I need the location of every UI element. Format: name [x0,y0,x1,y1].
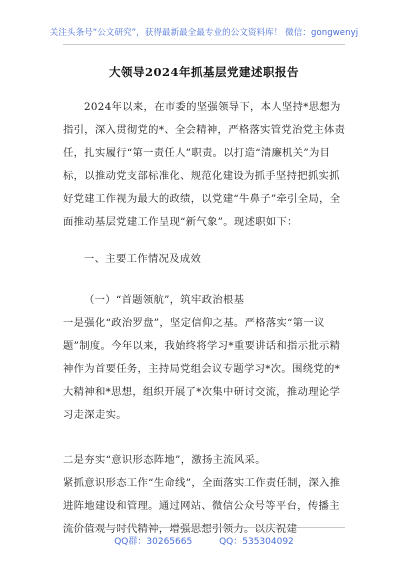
footer-divider [63,527,345,528]
intro-paragraph: 2024年以来，在市委的坚强领导下，本人坚持*思想为指引，深入贯彻党的*、全会精神，严格落实管党治党主体责任，扎实履行“第一责任人”职责。以打造“清廉机关”为目标，以推动党支部标准化、规范化建设为抓手坚持把抓实抓好党建工作视为最大的政绩，以党建“牛鼻子”牵引全局，全面推动基层党建工作呈现“新气象”。现述职如下： [63,101,346,228]
section-heading: 一、主要工作情况及成效 [84,253,202,265]
body-paragraph: 一是强化“政治罗盘”，坚定信仰之基。严格落实“第一议题”制度。今年以来，我始终将学习*重要讲话和指示批示精神作为首要任务，主持局党组会议专题学习*次。围绕党的*大精神和*思想，组织开展了*次集中研讨交流，推动理论学习走深走实。 [63,317,341,421]
footer-qq-group: QQ群：30265665 [114,537,193,547]
footer [0,534,408,547]
document-body [63,96,347,541]
header-divider [63,44,345,45]
point-heading: 二是夯实“意识形态阵地”，激扬主流风采。 [63,454,266,466]
document-title: 大领导2024年抓基层党建述职报告 [108,65,299,79]
subsection-heading: （一）“首题领航”，筑牢政治根基 [84,294,245,306]
footer-qq: QQ：535304092 [219,537,294,547]
body-paragraph: 紧抓意识形态工作“生命线”，全面落实工作责任制，深入推进阵地建设和管理。通过网站、微信公众号等平台，传播主流价值观与时代精神，增强思想引领力。以庆祝建 [63,477,341,535]
header-banner: 关注头条号“公文研究”，获得最新最全最专业的公文资料库！ 微信：gongwenyj [49,28,359,38]
